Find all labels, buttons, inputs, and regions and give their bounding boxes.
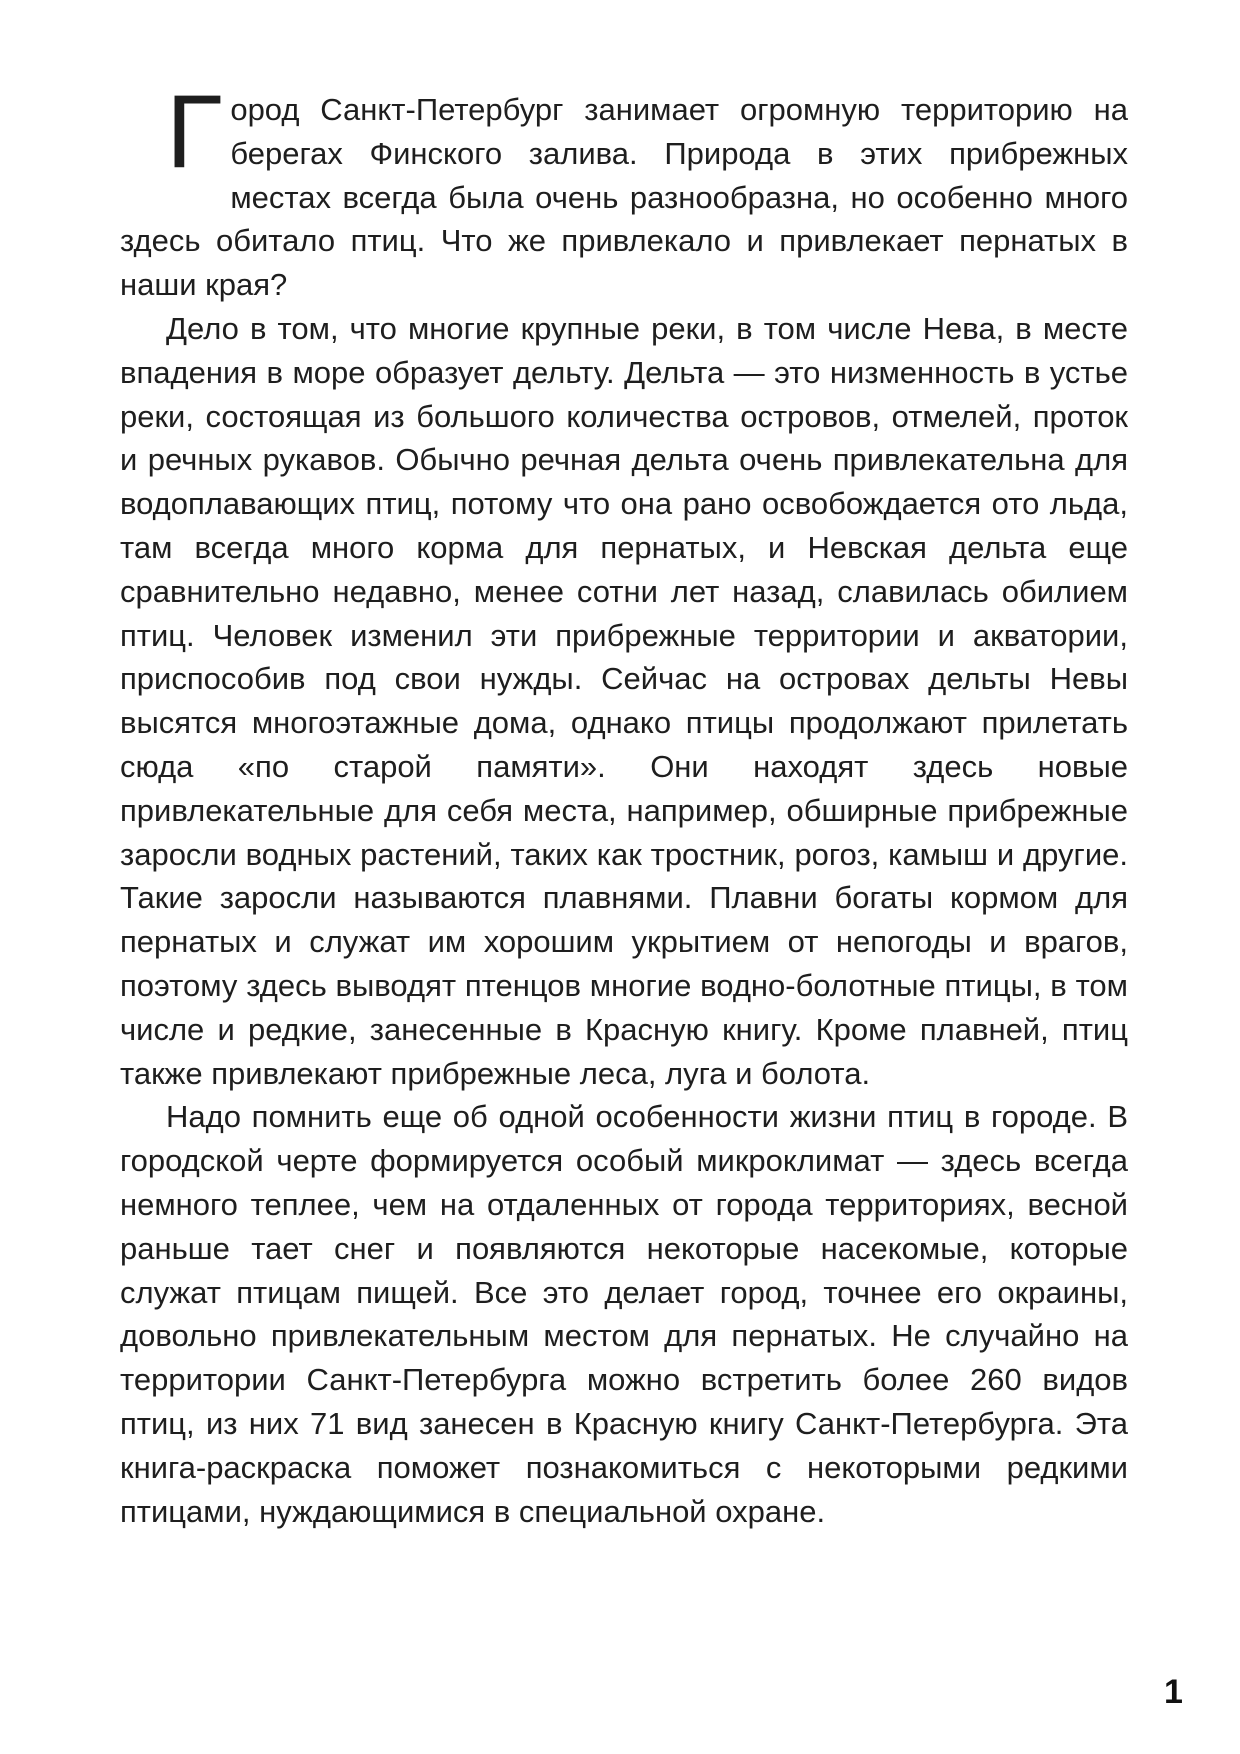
body-text — [120, 74, 1128, 1533]
paragraph-city-climate: Надо помнить еще об одной особенности жизни птиц в городе. В городской черте формируется особый микроклимат — здесь всегда немного теплее, чем на отдаленных от города территориях, весной раньше тает снег и появляются некоторые насекомые, которые служат птицам пищей. Все это делает город, точнее его окраины, довольно привлекательным местом для пернатых. Не случайно на территории Санкт-Петербурга можно встретить более 260 видов птиц, из них 71 вид занесен в Красную книгу Санкт-Петербурга. Эта книга-раскраска поможет познакомиться с некоторыми редкими птицами, нуждающимися в специальной охране. — [120, 1099, 1128, 1529]
paragraph-intro-text: ород Санкт-Петербург занимает огромную территорию на берегах Финского залива. Природа в этих прибрежных местах всегда была очень разнообразна, но особенно много здесь обитало птиц. Что же привлекало и привлекает пернатых в наши края? — [120, 92, 1128, 303]
paragraph-intro — [120, 74, 1128, 307]
paragraph-delta: Дело в том, что многие крупные реки, в том числе Нева, в месте впадения в море образует дельту. Дельта — это низменность в устье реки, состоящая из большого количества островов, отмелей, проток и речных рукавов. Обычно речная дельта очень привлекательна для водоплавающих птиц, потому что она рано освобождается ото льда, там всегда много корма для пернатых, и Невская дельта еще сравнительно недавно, менее сотни лет назад, славилась обилием птиц. Человек изменил эти прибрежные территории и акватории, приспособив под свои нужды. Сейчас на островах дельты Невы высятся многоэтажные дома, однако птицы продолжают прилетать сюда «по старой памяти». Они находят здесь новые привлекательные для себя места, например, обширные прибрежные заросли водных растений, таких как тростник, рогоз, камыш и другие. Такие заросли называются плавнями. Плавни богаты кормом для пернатых и служат им хорошим укрытием от непогоды и врагов, поэтому здесь выводят птенцов многие водно-болотные птицы, в том числе и редкие, занесенные в Красную книгу. Кроме плавней, птиц также привлекают прибрежные леса, луга и болота. — [120, 310, 1128, 1091]
drop-cap: Г — [166, 74, 223, 190]
page-number: 1 — [1164, 1673, 1183, 1711]
